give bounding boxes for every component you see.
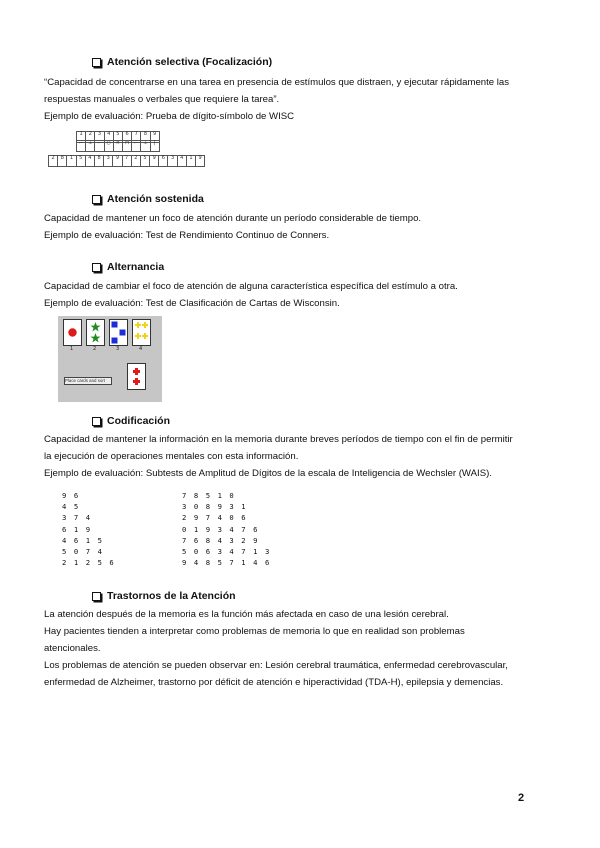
text-line: Ejemplo de evaluación: Test de Clasificación de Cartas de Wisconsin. [44,298,340,309]
wisc-test-digits [48,155,205,167]
red-cross-icon [128,364,145,389]
key-digit: 6 [123,131,132,143]
key-symbol: ⌐ [76,140,86,152]
text-line: Los problemas de atención se pueden observar en: Lesión cerebral traumática, enfermedad cerebrovascular, [44,660,508,671]
digit-span-forward-list [62,490,115,568]
key-symbol: ⊥ [86,140,95,152]
text-line: Ejemplo de evaluación: Subtests de Amplitud de Dígitos de la escala de Inteligencia de Wechsler (WAIS). [44,468,492,479]
key-symbol: ⊓ [123,140,132,152]
digit-sequence: 6 1 9 [62,524,92,534]
blue-square-icon [110,320,127,345]
test-digit: 7 [123,155,132,167]
digit-sequence: 5 0 7 4 [62,547,104,557]
heading-atencion-selectiva [92,56,272,68]
digit-sequence: 4 5 [62,502,80,512]
key-symbol: ⌐ [132,140,141,152]
heading-text: Atención selectiva (Focalización) [107,56,273,68]
card-four-yellow-crosses [132,319,151,346]
digit-sequence: 0 1 9 3 4 7 6 [182,524,260,534]
text-line: “Capacidad de concentrarse en una tarea en presencia de estímulos que distraen, y ejecutar rápidamente las [44,77,510,88]
page-number: 2 [518,792,525,804]
paragraph-atencion-selectiva [44,74,564,125]
card-number: 3 [116,346,120,352]
test-digit: 2 [132,155,141,167]
digit-sequence: 5 0 6 3 4 7 1 3 [182,547,271,557]
key-digit: 4 [105,131,114,143]
key-digit: 5 [114,131,123,143]
key-digit: 3 [95,131,104,143]
digit-sequence: 9 4 8 5 7 1 4 6 [182,558,271,568]
key-digit: 1 [76,131,86,143]
text-line: La atención después de la memoria es la función más afectada en caso de una lesión cerebral. [44,609,449,620]
test-digit: 4 [178,155,187,167]
text-line: Capacidad de cambiar el foco de atención de alguna característica específica del estímulo a otra. [44,281,458,292]
digit-span-backward-list [182,490,271,568]
card-number: 1 [70,346,74,352]
text-line: respuestas manuales o verbales que requiere la tarea”. [44,94,280,105]
text-line: Ejemplo de evaluación: Test de Rendimiento Continuo de Conners. [44,230,330,241]
figure-caption-box: Place cards and sort [64,377,112,385]
card-two-green-stars [86,319,105,346]
text-line: Hay pacientes tienden a interpretar como problemas de memoria lo que en realidad son problemas [44,626,465,637]
text-line: enfermedad de Alzheimer, trastorno por déficit de atención e hiperactividad (TDA-H), epilepsia y demencias. [44,677,504,688]
test-digit: 4 [86,155,95,167]
key-digit: 2 [86,131,95,143]
key-symbol: ⌐ [95,140,104,152]
paragraph-trastornos-atencion [44,606,564,691]
test-digit: 1 [67,155,76,167]
test-digit: 3 [104,155,113,167]
checkbox-bullet-icon [92,417,101,426]
heading-text: Trastornos de la Atención [107,590,236,602]
response-card-red-crosses [127,363,146,390]
yellow-cross-icon [133,320,150,345]
heading-text: Alternancia [107,261,165,273]
card-three-blue-squares [109,319,128,346]
heading-text: Atención sostenida [107,193,204,205]
test-digit: 5 [77,155,86,167]
key-symbol: ○ [105,140,114,152]
text-line: la ejecución de operaciones mentales con esta información. [44,451,299,462]
card-number: 4 [139,346,143,352]
checkbox-bullet-icon [92,592,101,601]
digit-sequence: 2 1 2 5 6 [62,558,116,568]
key-symbol: | [151,140,160,152]
red-circle-icon [64,320,81,345]
test-digit: 2 [48,155,58,167]
paragraph-atencion-sostenida [44,210,564,244]
text-line: atencionales. [44,643,101,654]
wisc-key-symbols [76,140,160,152]
paragraph-codificacion [44,431,564,482]
heading-text: Codificación [107,415,171,427]
test-digit: 9 [196,155,205,167]
key-digit: 8 [141,131,150,143]
digit-sequence: 4 6 1 5 [62,535,104,545]
text-line: Capacidad de mantener la información en la memoria durante breves períodos de tiempo con el fin de permitir [44,434,513,445]
text-line: Capacidad de mantener un foco de atención durante un período considerable de tiempo. [44,213,422,224]
digit-sequence: 2 9 7 4 0 6 [182,513,248,523]
card-number: 2 [93,346,97,352]
checkbox-bullet-icon [92,195,101,204]
digit-sequence: 9 6 [62,491,80,500]
digit-sequence: 7 6 8 4 3 2 9 [182,535,260,545]
checkbox-bullet-icon [92,263,101,272]
wisconsin-cards-figure [58,316,162,402]
heading-alternancia [92,261,164,273]
digit-sequence: 3 7 4 [62,513,92,523]
digit-sequence: 3 0 8 9 3 1 [182,502,248,512]
test-digit: 8 [95,155,104,167]
key-symbol: × [114,140,123,152]
checkbox-bullet-icon [92,58,101,67]
heading-codificacion [92,415,170,427]
test-digit: 6 [159,155,168,167]
heading-atencion-sostenida [92,193,204,205]
paragraph-alternancia [44,278,564,312]
key-digit: 9 [151,131,160,143]
test-digit: 9 [150,155,159,167]
test-digit: 5 [141,155,150,167]
heading-trastornos-atencion [92,590,236,602]
test-digit: 8 [58,155,67,167]
test-digit: 3 [168,155,177,167]
key-digit: 7 [132,131,141,143]
card-one-red-circle [63,319,82,346]
test-digit: 9 [113,155,122,167]
test-digit: 1 [187,155,196,167]
text-line: Ejemplo de evaluación: Prueba de dígito-símbolo de WISC [44,111,295,122]
green-star-icon [87,320,104,345]
digit-sequence: 7 8 5 1 0 [182,491,236,500]
key-symbol: ⊥ [141,140,150,152]
